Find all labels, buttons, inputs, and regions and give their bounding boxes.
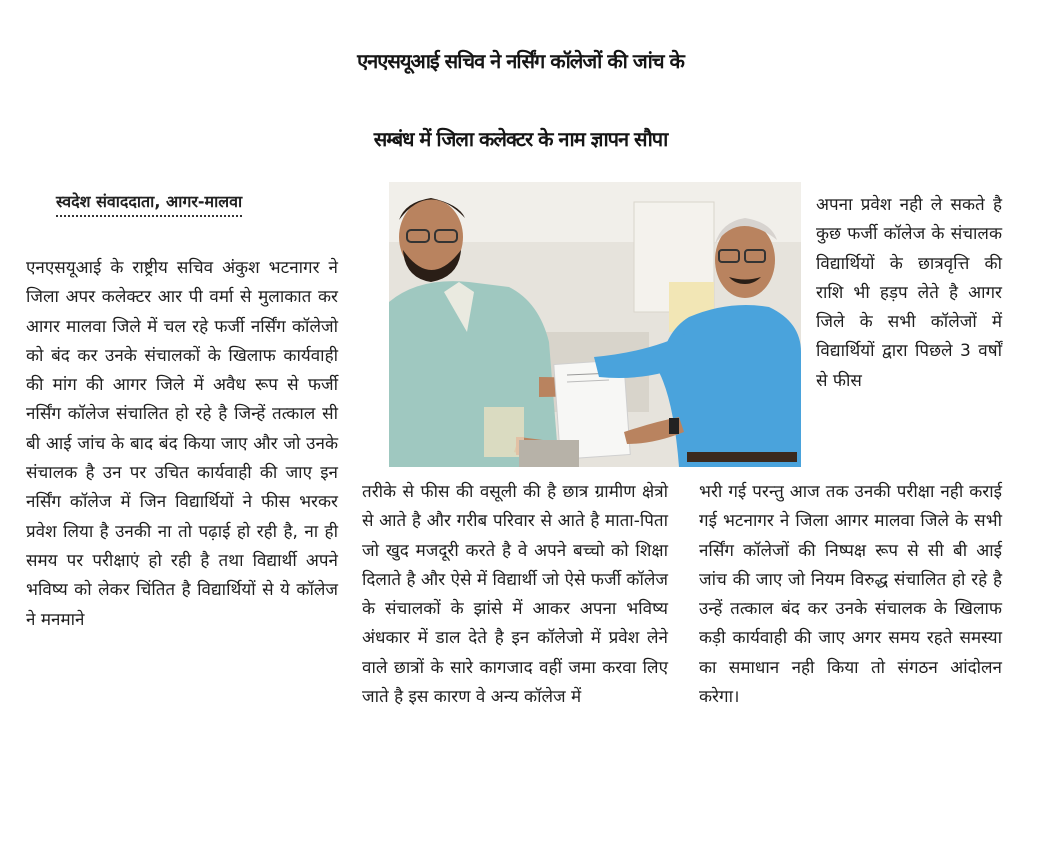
- article-column-3-bottom: [699, 478, 1002, 712]
- column-2-text: तरीके से फीस की वसूली की है छात्र ग्रामीण क्षेत्रो से आते है और गरीब परिवार से आते है माता-पिता जो खुद मजदूरी करते है वे अपने बच्चो को शिक्षा दिलाते है और ऐसे में विद्यार्थी जो ऐसे फर्जी कॉलेज के संचालकों के झांसे में आकर अपना भविष्य अंधकार में डाल देते है इन कॉलेजो में प्रवेश लेने वाले छात्रों के सारे कागजाद वहीं जमा करवा लिए जाते है इस कारण वे अन्य कॉलेज में: [362, 482, 668, 708]
- headline-line-1: एनएसयूआई सचिव ने नर्सिंग कॉलेजों की जांच के: [357, 49, 684, 73]
- article-column-1: [26, 254, 338, 635]
- headline-line-2: सम्बंध में जिला कलेक्टर के नाम ज्ञापन सौपा: [373, 127, 668, 151]
- news-photo: [389, 182, 801, 467]
- column-3-top-text: अपना प्रवेश नही ले सकते है कुछ फर्जी कॉलेज के संचालक विद्यार्थियों के छात्रवृत्ति की राशि भी हड़प लेते है आगर जिले के सभी कॉलेजों में विद्यार्थियों द्वारा पिछले 3 वर्षों से फीस: [816, 195, 1002, 391]
- photo-illustration: [389, 182, 801, 467]
- column-1-text: एनएसयूआई के राष्ट्रीय सचिव अंकुश भटनागर ने जिला अपर कलेक्टर आर पी वर्मा से मुलाकात कर आगर मालवा जिले में चल रहे फर्जी नर्सिंग कॉलेजो को बंद कर उनके संचालकों के खिलाफ कार्यवाही की मांग की आगर जिले में अवैध रूप से फर्जी नर्सिंग कॉलेज संचालित हो रहे है जिन्हें तत्काल सी बी आई जांच के बाद बंद किया जाए और जो उनके संचालक है उन पर उचित कार्यवाही की जाए इन नर्सिंग कॉलेज में जिन विद्यार्थियों ने फीस भरकर प्रवेश लिया है उनकी ना तो पढ़ाई हो रही है, ना ही समय पर परीक्षाएं हो रही है तथा विद्यार्थी अपने भविष्य को लेकर चिंतित है विद्यार्थियों से ये कॉलेज ने मनमाने: [26, 258, 338, 630]
- article-column-3-top: [816, 191, 1002, 396]
- article-column-2: [362, 478, 668, 712]
- byline: स्वदेश संवाददाता, आगर-मालवा: [56, 190, 242, 217]
- column-3-bottom-text: भरी गई परन्तु आज तक उनकी परीक्षा नही कराई गई भटनागर ने जिला आगर मालवा जिले के सभी नर्सिंग कॉलेजों की निष्पक्ष रूप से सी बी आई जांच की जाए जो नियम विरुद्ध संचालित हो रहे है उन्हें तत्काल बंद कर उनके संचालक के खिलाफ कड़ी कार्यवाही की जाए अगर समय रहते समस्या का समाधान नही किया तो संगठन आंदोलन करेगा।: [699, 482, 1002, 708]
